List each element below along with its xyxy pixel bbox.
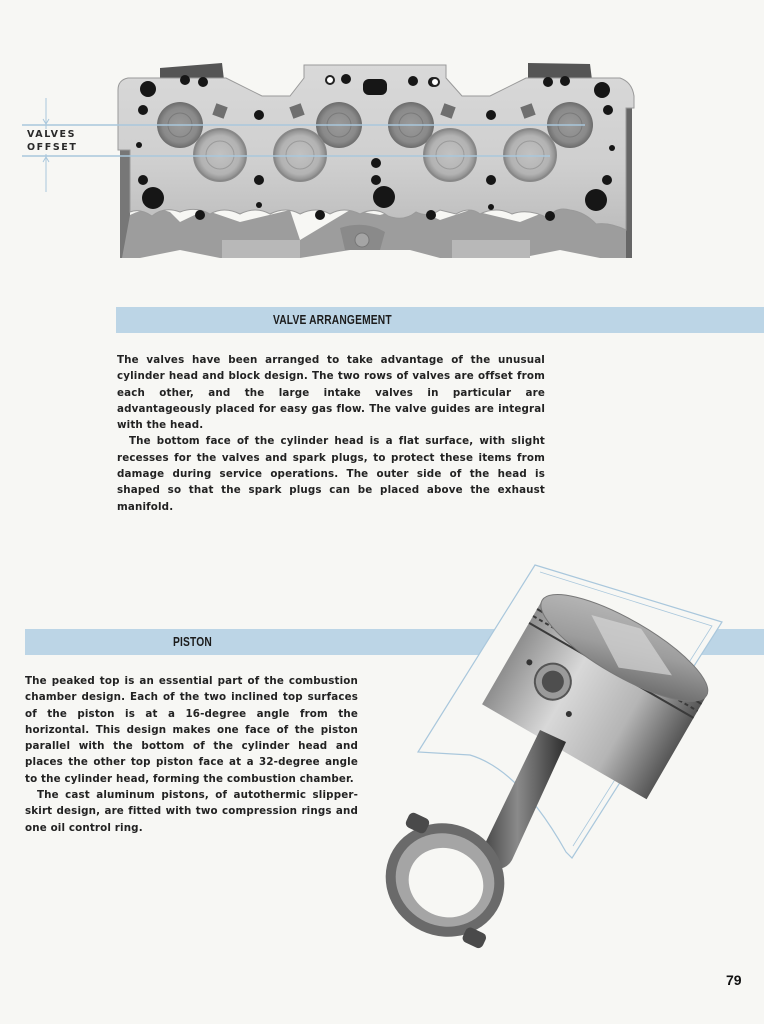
- callout-line-1: VALVES: [27, 129, 77, 140]
- valve-paragraph-2: The bottom face of the cylinder head is a flat surface, with slight recesses for the valves and spark plugs, to protect these items from damage during service operations. The outer side of the head is shaped so that the spark plugs can be placed above the exhaust manifold.: [117, 435, 545, 513]
- piston-paragraph-1: The peaked top is an essential part of the combustion chamber design. Each of the two inclined top surfaces of the piston is at a 16-degree angle from the horizontal. This design makes one face of the piston parallel with the bottom of the cylinder head and places the other top piston face at a 32-degree angle to the cylinder head, forming the combustion chamber.: [25, 675, 358, 785]
- piston-figure: [370, 555, 764, 975]
- valve-arrangement-band: [116, 307, 764, 333]
- piston-connecting-rod-icon: [370, 555, 764, 975]
- cylinder-head-icon: [0, 55, 764, 270]
- valves-offset-callout: [25, 129, 79, 154]
- piston-paragraph-2: The cast aluminum pistons, of autothermic slipper-skirt design, are fitted with two compression rings and one oil control ring.: [25, 789, 358, 834]
- callout-line-2: OFFSET: [27, 141, 78, 153]
- page-number: 79: [726, 972, 742, 988]
- cylinder-head-figure: [0, 55, 764, 270]
- valve-paragraph-1: The valves have been arranged to take advantage of the unusual cylinder head and block design. The two rows of valves are offset from each other, and the large intake valves in particular are advantageously placed for easy gas flow. The valve guides are integral with the head.: [117, 354, 545, 432]
- piston-heading: PISTON: [173, 635, 212, 649]
- valve-arrangement-body: [117, 352, 545, 515]
- valve-arrangement-heading: VALVE ARRANGEMENT: [273, 313, 392, 327]
- piston-body: [25, 673, 358, 836]
